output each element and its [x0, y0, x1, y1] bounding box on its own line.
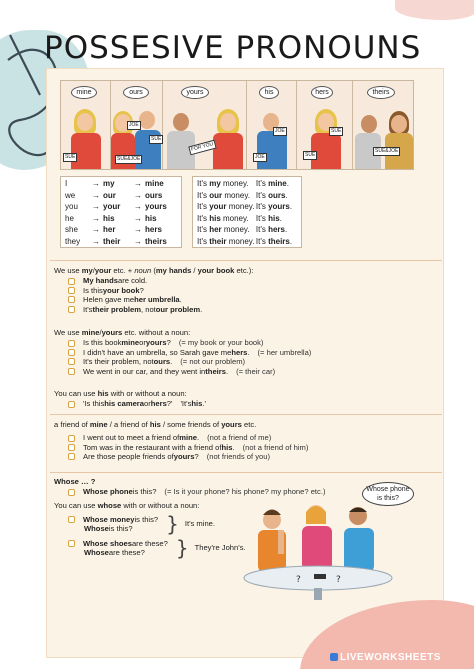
list-item: Is this your book ?: [68, 286, 253, 295]
section-his: [54, 389, 206, 409]
panel-yours: [163, 81, 247, 170]
list-item: Whose phone is this? (= Is it your phone? his phone? my phone? etc.): [68, 487, 325, 496]
bubble-theirs: theirs: [367, 86, 395, 99]
list-item: I went out to meet a friend of mine . (not a friend of me): [68, 433, 308, 442]
panel-mine: [61, 81, 111, 170]
section-heading: Whose … ?: [54, 477, 96, 486]
list-item: Whose shoes are these?: [68, 539, 168, 548]
section-divider: [50, 472, 442, 473]
bubble-ours: ours: [123, 86, 149, 99]
table-row: she → her → hers: [65, 225, 162, 234]
checkbox[interactable]: [68, 278, 75, 285]
checkbox[interactable]: [68, 540, 75, 547]
name-tag: SUE&JOE: [375, 148, 399, 154]
table-row: I → my → mine: [65, 179, 164, 188]
table-row: he → his → his: [65, 213, 157, 223]
illustration-strip: [60, 80, 414, 170]
table-row: they → their → theirs: [65, 236, 167, 246]
section-mine-yours: [54, 328, 311, 376]
name-tag: JOE: [275, 128, 285, 134]
list-item: Whose are these?: [84, 548, 145, 557]
brand-text: LIVEWORKSHEETS: [340, 652, 441, 663]
list-item: Is this book mine or yours ? (= my book or your book): [68, 338, 311, 347]
bubble-his: his: [259, 86, 279, 99]
table-row: It's her money. It's hers.: [197, 225, 288, 234]
list-item: It's their problem, not ours . (= not our problem): [68, 357, 311, 366]
checkbox[interactable]: [68, 306, 75, 313]
list-item: Tom was in the restaurant with a friend of his . (not a friend of him): [68, 443, 308, 452]
table-row: It's our money. It's ours.: [197, 190, 288, 200]
table-row: It's your money. It's yours.: [197, 202, 293, 211]
panel-hers: [297, 81, 353, 170]
list-item: We went in our car, and they went in theirs . (= their car): [68, 367, 311, 376]
panel-ours: [111, 81, 163, 170]
name-tag: SUE: [151, 136, 162, 142]
checkbox[interactable]: [68, 489, 75, 496]
checkbox[interactable]: [68, 358, 75, 365]
section-my-your: [54, 266, 253, 314]
checkbox[interactable]: [68, 516, 75, 523]
brace: }: [166, 512, 179, 536]
name-tag: SUE: [331, 128, 342, 134]
whose-examples: [54, 514, 246, 558]
table-row: It's my money. It's mine.: [197, 179, 289, 188]
footer-brand: [330, 652, 441, 663]
brace: }: [175, 536, 189, 560]
section-divider: [50, 414, 442, 415]
table-row: It's their money. It's theirs.: [197, 236, 293, 246]
checkbox[interactable]: [68, 435, 75, 442]
answer-text: They're John's.: [194, 543, 246, 553]
name-tag: SUE&JOE: [117, 156, 141, 162]
answer-text: It's mine.: [184, 519, 216, 529]
rule-text: a friend of mine / a friend of his / some friends of yours etc.: [54, 420, 257, 429]
name-tag: JOE: [129, 122, 139, 128]
checkbox[interactable]: [68, 296, 75, 303]
list-item: 'Is this his camera or hers ?' 'It's his .': [68, 399, 206, 408]
gift-tag: FOR YOU: [188, 140, 216, 156]
decorative-pink-top-shape: [395, 0, 474, 20]
page-title: POSSESIVE PRONOUNS: [44, 30, 422, 66]
people-at-table-illustration: [238, 500, 438, 600]
list-item: My hands are cold.: [68, 276, 253, 285]
bubble-yours: yours: [181, 86, 209, 99]
list-item: Whose is this?: [84, 524, 133, 533]
name-tag: SUE: [305, 152, 316, 158]
checkbox[interactable]: [68, 444, 75, 451]
checkbox[interactable]: [68, 368, 75, 375]
checkbox[interactable]: [68, 287, 75, 294]
section-divider: [50, 260, 442, 261]
example-table: [192, 176, 302, 248]
pronoun-table: [60, 176, 182, 248]
name-tag: JOE: [255, 154, 265, 160]
brand-icon: [330, 653, 338, 661]
svg-text:?: ?: [336, 575, 341, 585]
table-row: It's his money. It's his.: [197, 213, 282, 223]
svg-text:?: ?: [296, 575, 301, 585]
list-item: I didn't have an umbrella, so Sarah gave me hers . (= her umbrella): [68, 348, 311, 357]
rule-text: We use mine/yours etc. without a noun:: [54, 328, 191, 337]
name-tag: SUE: [65, 154, 76, 160]
list-item: Are those people friends of yours ? (not friends of you): [68, 452, 308, 461]
list-item: Whose money is this?: [68, 515, 158, 524]
rule-text: We use my/your etc. + noun (my hands / your book etc.):: [54, 266, 254, 275]
panel-his: [247, 81, 297, 170]
checkbox[interactable]: [68, 340, 75, 347]
table-row: you → your → yours: [65, 202, 167, 211]
list-item: Helen gave me her umbrella .: [68, 295, 253, 304]
checkbox[interactable]: [68, 453, 75, 460]
speech-bubble: Whose phone is this?: [362, 482, 414, 506]
bubble-mine: mine: [71, 86, 97, 99]
checkbox[interactable]: [68, 349, 75, 356]
checkbox[interactable]: [68, 401, 75, 408]
rule-text: You can use his with or without a noun:: [54, 389, 187, 398]
panel-theirs: [353, 81, 414, 170]
rule-text: You can use whose with or without a noun:: [54, 500, 200, 510]
bubble-hers: hers: [311, 86, 333, 99]
list-item: It's their problem , not our problem .: [68, 305, 253, 314]
section-friend-of: [54, 420, 308, 462]
table-row: we → our → ours: [65, 190, 163, 200]
